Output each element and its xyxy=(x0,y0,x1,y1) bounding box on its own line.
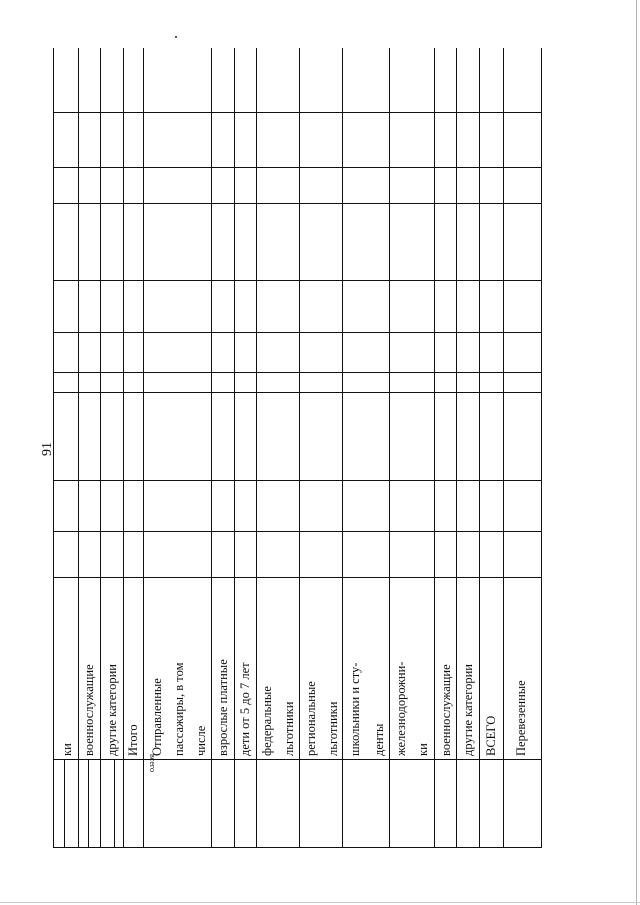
row-label: ВСЕГО xyxy=(484,715,498,756)
row-label: дети от 5 до 7 лет xyxy=(238,662,252,756)
row-divider xyxy=(256,48,257,848)
rotated-table xyxy=(53,48,541,848)
row-divider xyxy=(342,48,343,848)
row-label: другие категории xyxy=(105,664,119,756)
row-label: льготники xyxy=(326,701,340,756)
row-label: региональные xyxy=(304,681,318,756)
col-divider xyxy=(54,203,542,204)
row-label: военнослужащие xyxy=(82,664,96,756)
table-grid xyxy=(53,48,542,848)
row-label: другие категории xyxy=(461,664,475,756)
page-edge-bottom xyxy=(0,902,640,903)
row-divider xyxy=(299,48,300,848)
row-divider xyxy=(479,48,480,848)
row-label: Перевезенные xyxy=(514,680,528,756)
row-divider xyxy=(234,48,235,848)
col-divider xyxy=(54,847,542,848)
col-divider xyxy=(54,372,542,373)
row-label: ки xyxy=(60,743,74,756)
row-label: пассажиры, в том xyxy=(172,662,186,756)
row-divider xyxy=(78,48,79,848)
row-label: ки xyxy=(416,743,430,756)
col-divider xyxy=(54,280,542,281)
row-label: школьники и сту- xyxy=(348,662,362,756)
scan-speck xyxy=(175,36,177,38)
row-label: железнодорожни- xyxy=(394,661,408,756)
row-label: Отправленные xyxy=(150,678,164,756)
row-divider xyxy=(123,48,124,848)
row-label: денты xyxy=(372,723,386,756)
row-divider xyxy=(541,48,542,848)
row-label: федеральные xyxy=(260,686,274,756)
row-label: Итого xyxy=(126,724,140,756)
row-divider xyxy=(100,48,101,848)
col-divider xyxy=(54,332,542,333)
row-divider xyxy=(143,48,144,848)
row-label: числе xyxy=(194,725,208,756)
row-label: льготники xyxy=(282,701,296,756)
row-divider xyxy=(211,48,212,848)
row-divider xyxy=(389,48,390,848)
page-number: 91 xyxy=(40,442,55,456)
col-divider xyxy=(54,759,542,760)
col-divider xyxy=(54,577,542,578)
stub-divider xyxy=(88,760,89,848)
col-divider xyxy=(54,480,542,481)
row-divider xyxy=(434,48,435,848)
col-divider xyxy=(54,392,542,393)
page-edge-right xyxy=(636,0,637,905)
row-divider xyxy=(456,48,457,848)
stub-divider xyxy=(114,760,115,848)
row-label: военнослужащие xyxy=(439,664,453,756)
col-divider xyxy=(54,112,542,113)
row-label: взрослые платные xyxy=(216,659,230,756)
row-divider xyxy=(503,48,504,848)
section-total-label: всего xyxy=(148,753,157,772)
col-divider xyxy=(54,167,542,168)
stub-divider xyxy=(64,760,65,848)
col-divider xyxy=(54,531,542,532)
